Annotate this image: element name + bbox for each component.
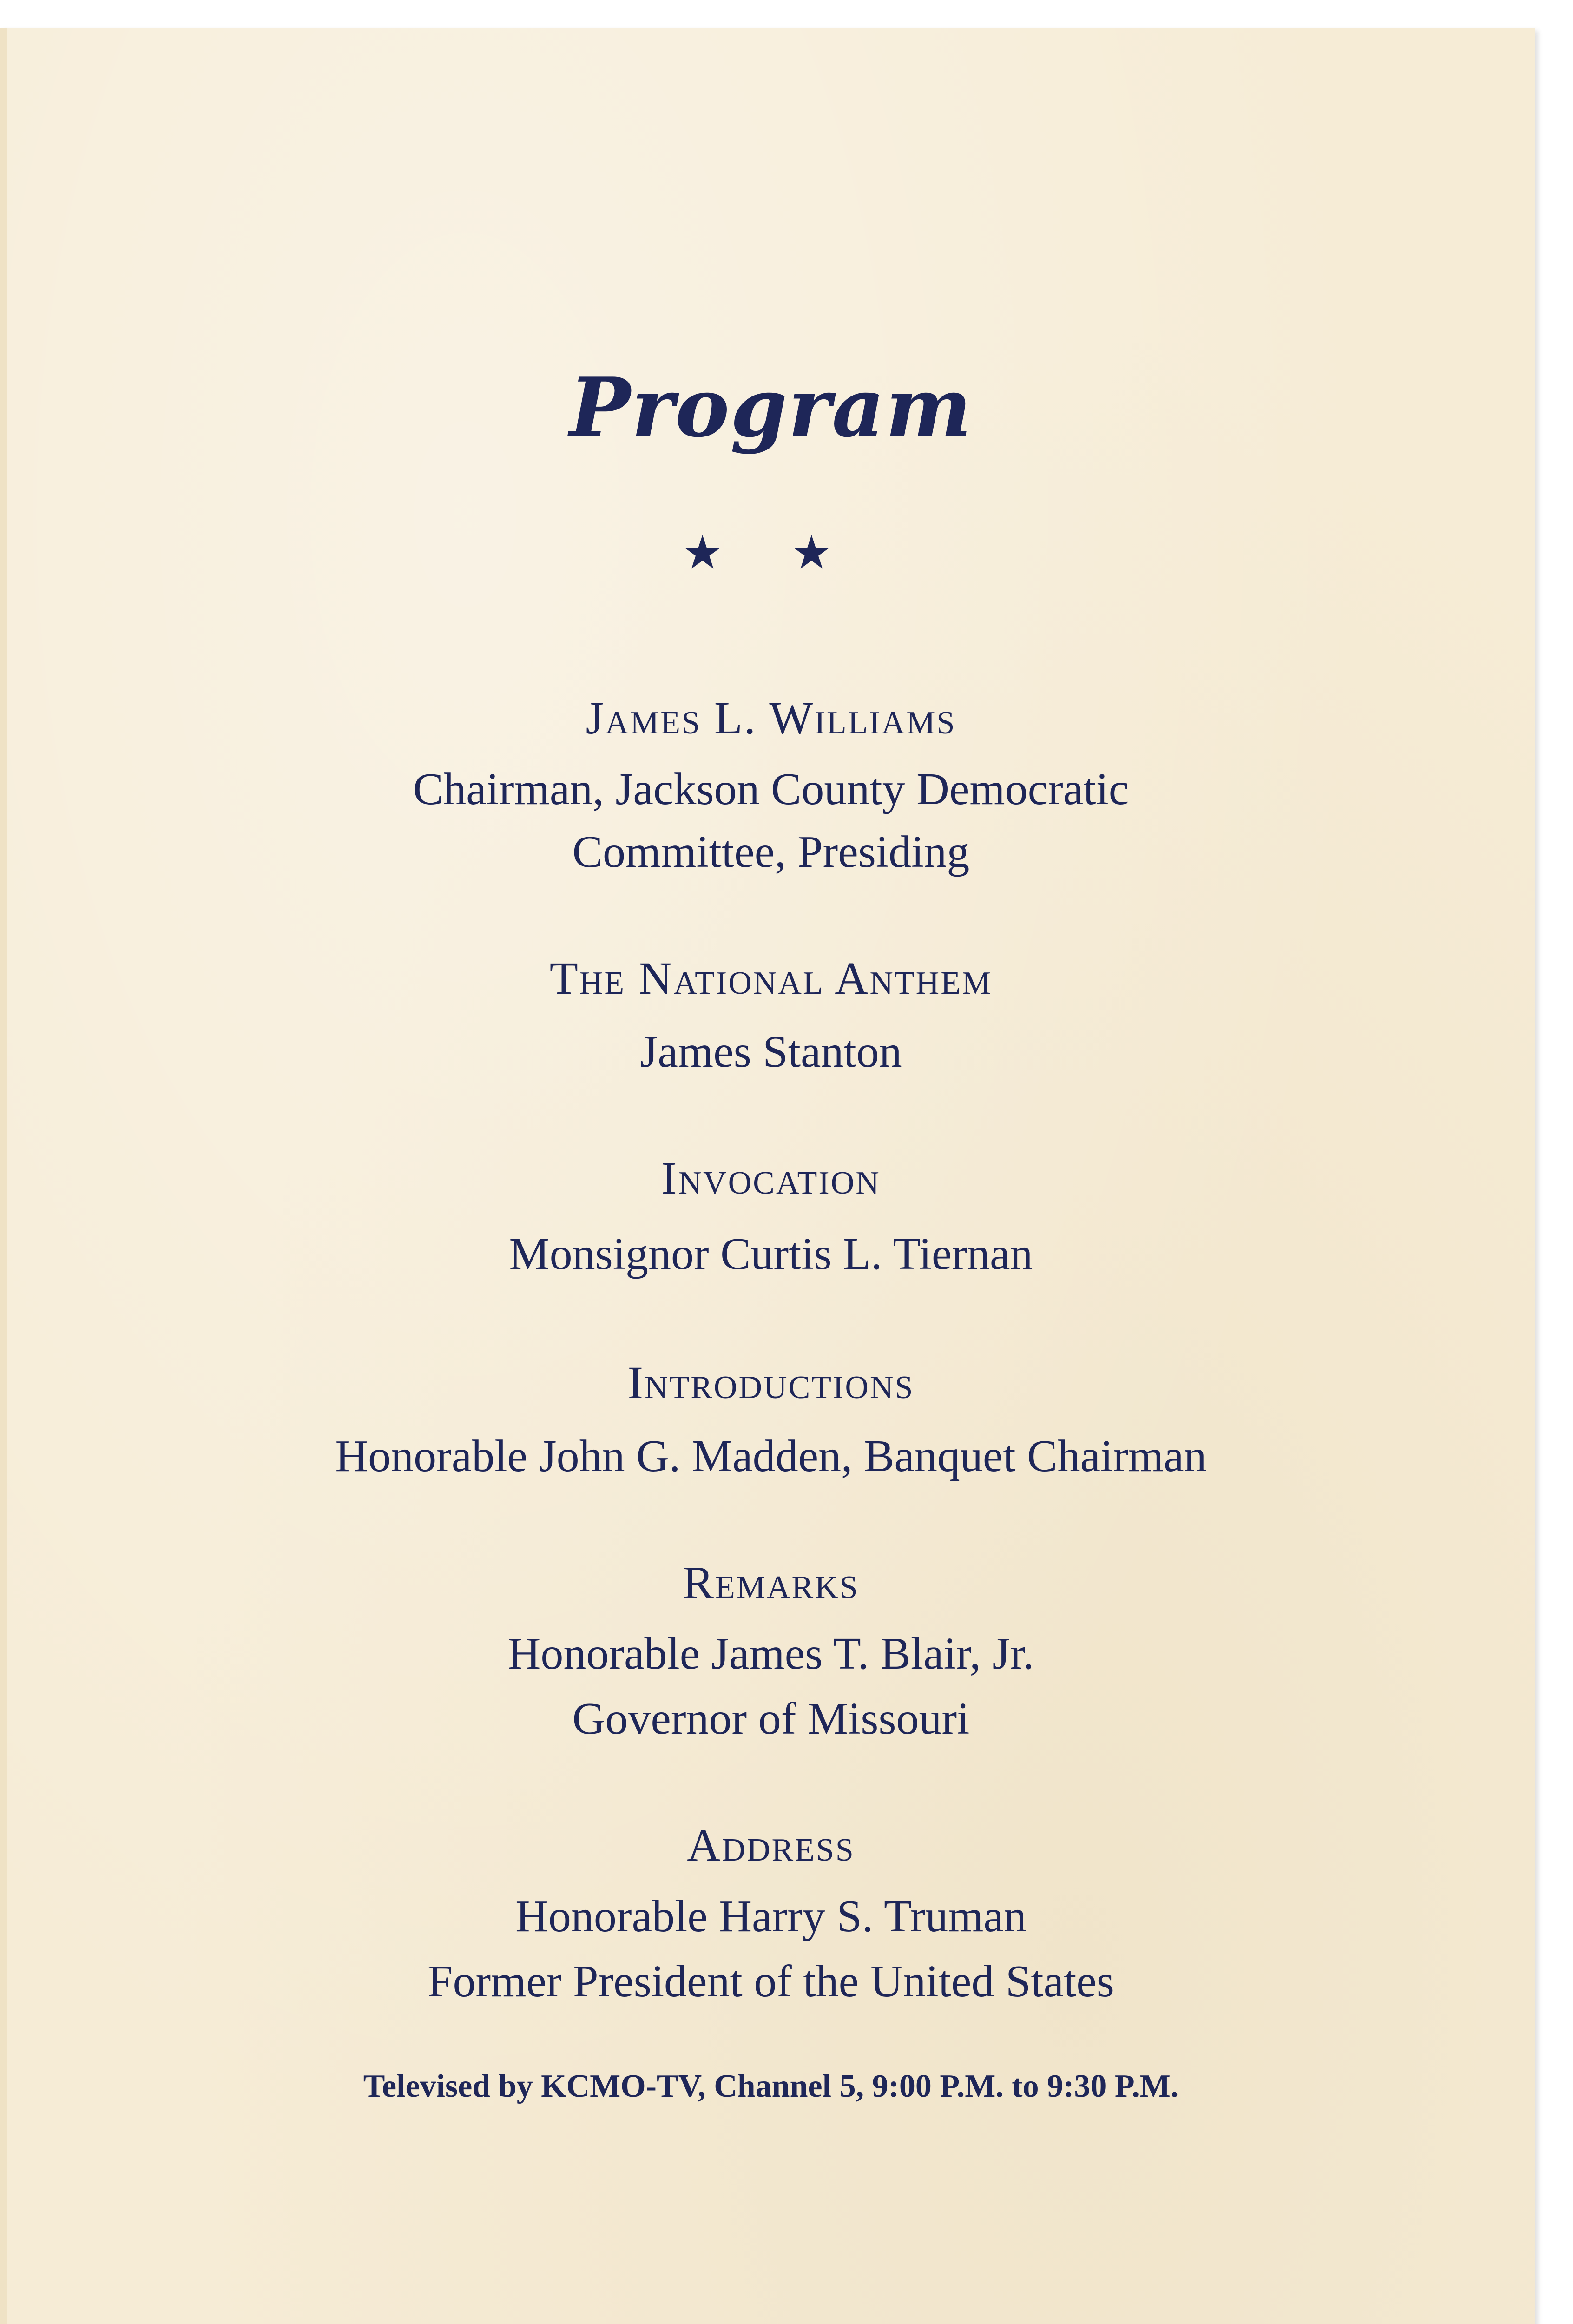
section-line-anthem-1: James Stanton <box>640 1027 902 1077</box>
section-line-invocation-1: Monsignor Curtis L. Tiernan <box>509 1229 1033 1279</box>
section-line-introductions-1: Honorable John G. Madden, Banquet Chairman <box>335 1431 1207 1481</box>
section-line-address-2: Former President of the United States <box>428 1956 1114 2007</box>
program-card <box>0 28 1535 2324</box>
section-heading-introductions: Introductions <box>627 1357 915 1408</box>
section-heading-invocation: Invocation <box>661 1152 881 1204</box>
section-line-remarks-2: Governor of Missouri <box>572 1694 970 1744</box>
section-heading-address: Address <box>687 1819 855 1871</box>
broadcast-note: Televised by KCMO-TV, Channel 5, 9:00 P.M. to 9:30 P.M. <box>363 2068 1179 2104</box>
section-heading-anthem: The National Anthem <box>549 952 993 1004</box>
section-line-presiding-2: Committee, Presiding <box>572 827 970 877</box>
program-title: Program <box>569 360 973 456</box>
section-heading-remarks: Remarks <box>683 1557 859 1608</box>
section-heading-presiding: James L. Williams <box>586 692 956 744</box>
section-line-presiding-1: Chairman, Jackson County Democratic <box>413 764 1129 814</box>
section-line-address-1: Honorable Harry S. Truman <box>515 1891 1027 1941</box>
star-ornament: ★ ★ <box>681 527 861 579</box>
section-line-remarks-1: Honorable James T. Blair, Jr. <box>507 1629 1034 1679</box>
